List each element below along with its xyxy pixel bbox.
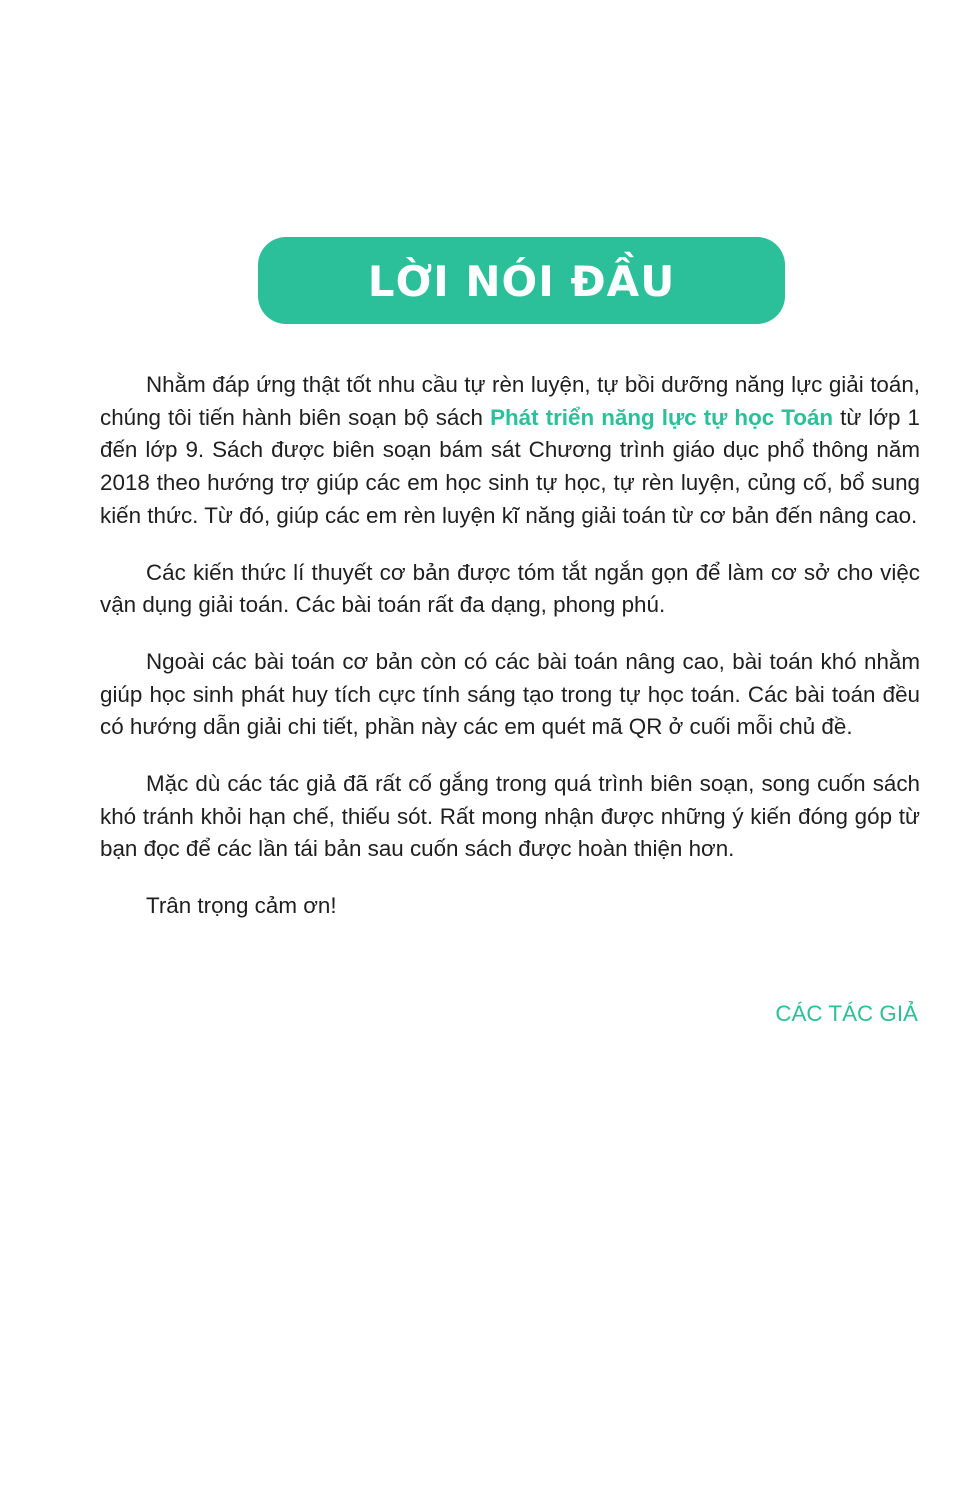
- title-banner: [258, 237, 785, 324]
- paragraph-1-end: từ lớp 1 đến lớp 9. Sách được biên soạn bám sát Chương trình giáo dục phổ thông năm 2018 theo hướng trợ giúp các em học sinh tự học, tự rèn luyện, củng cố, bổ sung kiến thức. Từ đó, giúp các em rèn luyện kĩ năng giải toán từ cơ bản đến nâng cao.: [100, 404, 921, 528]
- paragraph-1-start: Nhằm đáp ứng thật tốt nhu cầu tự rèn luyện, tự bồi dưỡng năng lực giải toán, chúng tôi tiến hành biên soạn bộ sách: [100, 372, 920, 430]
- authors-signature: CÁC TÁC GIẢ: [775, 1001, 918, 1026]
- paragraph-3: Ngoài các bài toán cơ bản còn có các bài toán nâng cao, bài toán khó nhằm giúp học sinh phát huy tích cực tính sáng tạo trong tự học toán. Các bài toán đều có hướng dẫn giải chi tiết, phần này các em quét mã QR ở cuối mỗi chủ đề.: [100, 648, 920, 740]
- paragraph-4: Mặc dù các tác giả đã rất cố gắng trong quá trình biên soạn, song cuốn sách khó tránh khỏi hạn chế, thiếu sót. Rất mong nhận được những ý kiến đóng góp từ bạn đọc để các lần tái bản sau cuốn sách được hoàn thiện hơn.: [100, 771, 920, 862]
- preface-body: [100, 369, 920, 923]
- paragraph-2: Các kiến thức lí thuyết cơ bản được tóm tắt ngắn gọn để làm cơ sở cho việc vận dụng giải toán. Các bài toán rất đa dạng, phong phú.: [100, 559, 920, 618]
- series-title-highlight: Phát triển năng lực tự học Toán: [490, 404, 834, 430]
- closing-line: Trân trọng cảm ơn!: [146, 893, 337, 919]
- paragraph-1: [100, 369, 920, 533]
- page-title: LỜI NÓI ĐẦU: [367, 257, 676, 306]
